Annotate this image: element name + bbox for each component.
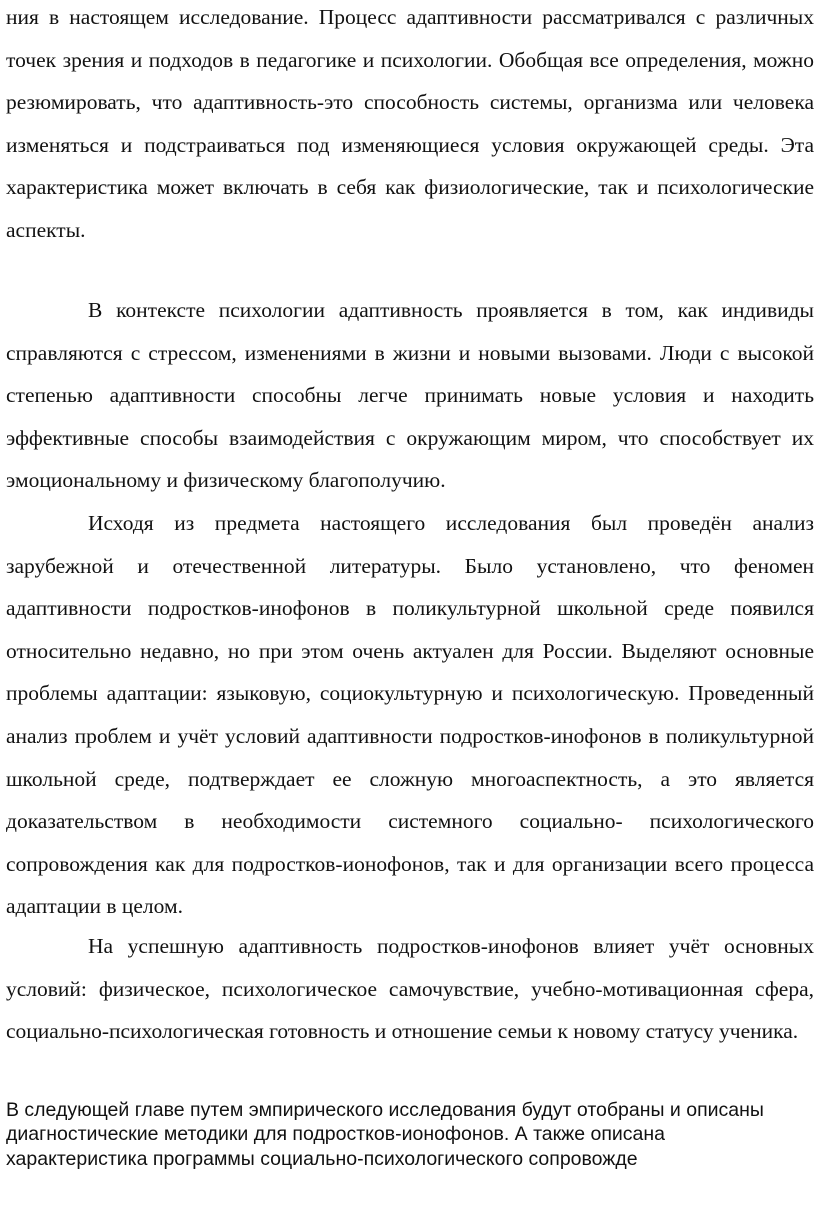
paragraph-literature-analysis: Исходя из предмета настоящего исследования был проведён анализ зарубежной и отечественной литературы. Было установлено, что феномен адаптивности подростков-инофонов в поликультурной школьной среде появился относительно недавно, но при этом очень актуален для России. Выделяют основные проблемы адаптации: языковую, социокультурную и психологическую. Проведенный анализ проблем и учёт условий адаптивности подростков-инофонов в поликультурной школьной среде, подтверждает ее сложную многоаспектность, а это является доказательством в необходимости системного социально- психологического сопровождения как для подростков-ионофонов, так и для организации всего процесса адаптации в целом. [6,511,814,919]
paragraph-adaptivity-definition: ния в настоящем исследование. Процесс адаптивности рассматривался с различных точек зрения и подходов в педагогике и психологии. Обобщая все определения, можно резюмировать, что адаптивность-это способность системы, организма или человека изменяться и подстраиваться под изменяющиеся условия окружающей среды. Эта характеристика может включать в себя как физиологические, так и психологические аспекты. [6,5,814,242]
paragraph-psychology-context: В контексте психологии адаптивность проявляется в том, как индивиды справляются с стрессом, изменениями в жизни и новыми вызовами. Люди с высокой степенью адаптивности способны легче принимать новые условия и находить эффективные способы взаимодействия с окружающим миром, что способствует их эмоциональному и физическому благополучию. [6,298,814,493]
paragraph-success-conditions: На успешную адаптивность подростков-инофонов влияет учёт основных условий: физическое, психологическое самочувствие, учебно-мотивационная сфера, социально-психологическая готовность и отношение семьи к новому статусу ученика. [6,934,814,1044]
paragraph-next-chapter: В следующей главе путем эмпирического исследования будут отобраны и описаны диагностические методики для подростков-ионофонов. А также описана характеристика программы социально-психологического сопровожде [6,1099,764,1170]
